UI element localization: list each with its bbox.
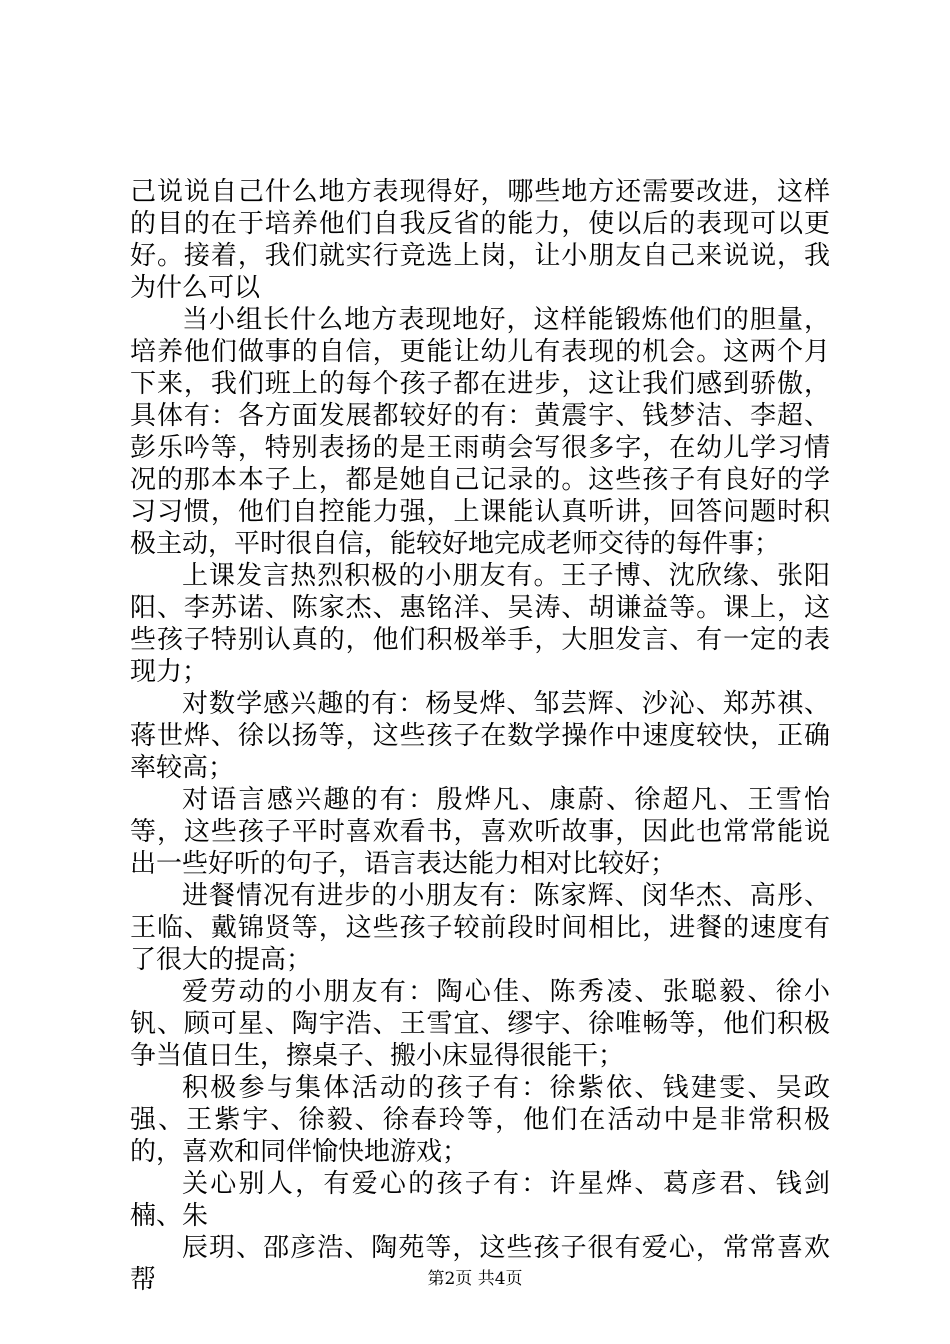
paragraph-2: 当小组长什么地方表现地好，这样能锻炼他们的胆量，培养他们做事的自信，更能让幼儿有表现的机会。这两个月下来，我们班上的每个孩子都在进步，这让我们感到骄傲，具体有：各方面发展都较好的有：黄震宇、钱梦洁、李超、彭乐吟等，特别表扬的是王雨萌会写很多字，在幼儿学习情况的那本本子上，都是她自己记录的。这些孩子有良好的学习习惯，他们自控能力强，上课能认真听讲，回答问题时积极主动，平时很自信，能较好地完成老师交待的每件事； xyxy=(130,305,830,559)
body-text xyxy=(130,176,830,1296)
paragraph-10: 辰玥、邵彦浩、陶苑等，这些孩子很有爱心，常常喜欢帮 xyxy=(130,1233,830,1295)
page-footer: 第2页 共4页 xyxy=(427,1269,523,1289)
paragraph-7: 爱劳动的小朋友有：陶心佳、陈秀凌、张聪毅、徐小钒、顾可星、陶宇浩、王雪宜、缪宇、徐唯畅等，他们积极争当值日生，擦桌子、搬小床显得很能干； xyxy=(130,977,830,1071)
paragraph-1: 己说说自己什么地方表现得好，哪些地方还需要改进，这样的目的在于培养他们自我反省的能力，使以后的表现可以更好。接着，我们就实行竞选上岗，让小朋友自己来说说，我为什么可以 xyxy=(130,177,830,303)
paragraph-3: 上课发言热烈积极的小朋友有。王子博、沈欣缘、张阳阳、李苏诺、陈家杰、惠铭洋、吴涛、胡谦益等。课上，这些孩子特别认真的，他们积极举手，大胆发言、有一定的表现力； xyxy=(130,561,830,687)
paragraph-9: 关心别人，有爱心的孩子有：许星烨、葛彦君、钱剑楠、朱 xyxy=(130,1169,830,1231)
paragraph-5: 对语言感兴趣的有：殷烨凡、康蔚、徐超凡、王雪怡等，这些孩子平时喜欢看书，喜欢听故事，因此也常常能说出一些好听的句子，语言表达能力相对比较好； xyxy=(130,785,830,879)
paragraph-4: 对数学感兴趣的有：杨旻烨、邹芸辉、沙沁、郑苏祺、蒋世烨、徐以扬等，这些孩子在数学操作中速度较快，正确率较高； xyxy=(130,689,830,783)
paragraph-6: 进餐情况有进步的小朋友有：陈家辉、闵华杰、高彤、王临、戴锦贤等，这些孩子较前段时间相比，进餐的速度有了很大的提高； xyxy=(130,881,830,975)
paragraph-8: 积极参与集体活动的孩子有：徐紫依、钱建雯、吴政强、王紫宇、徐毅、徐春玲等，他们在活动中是非常积极的，喜欢和同伴愉快地游戏； xyxy=(130,1073,830,1167)
